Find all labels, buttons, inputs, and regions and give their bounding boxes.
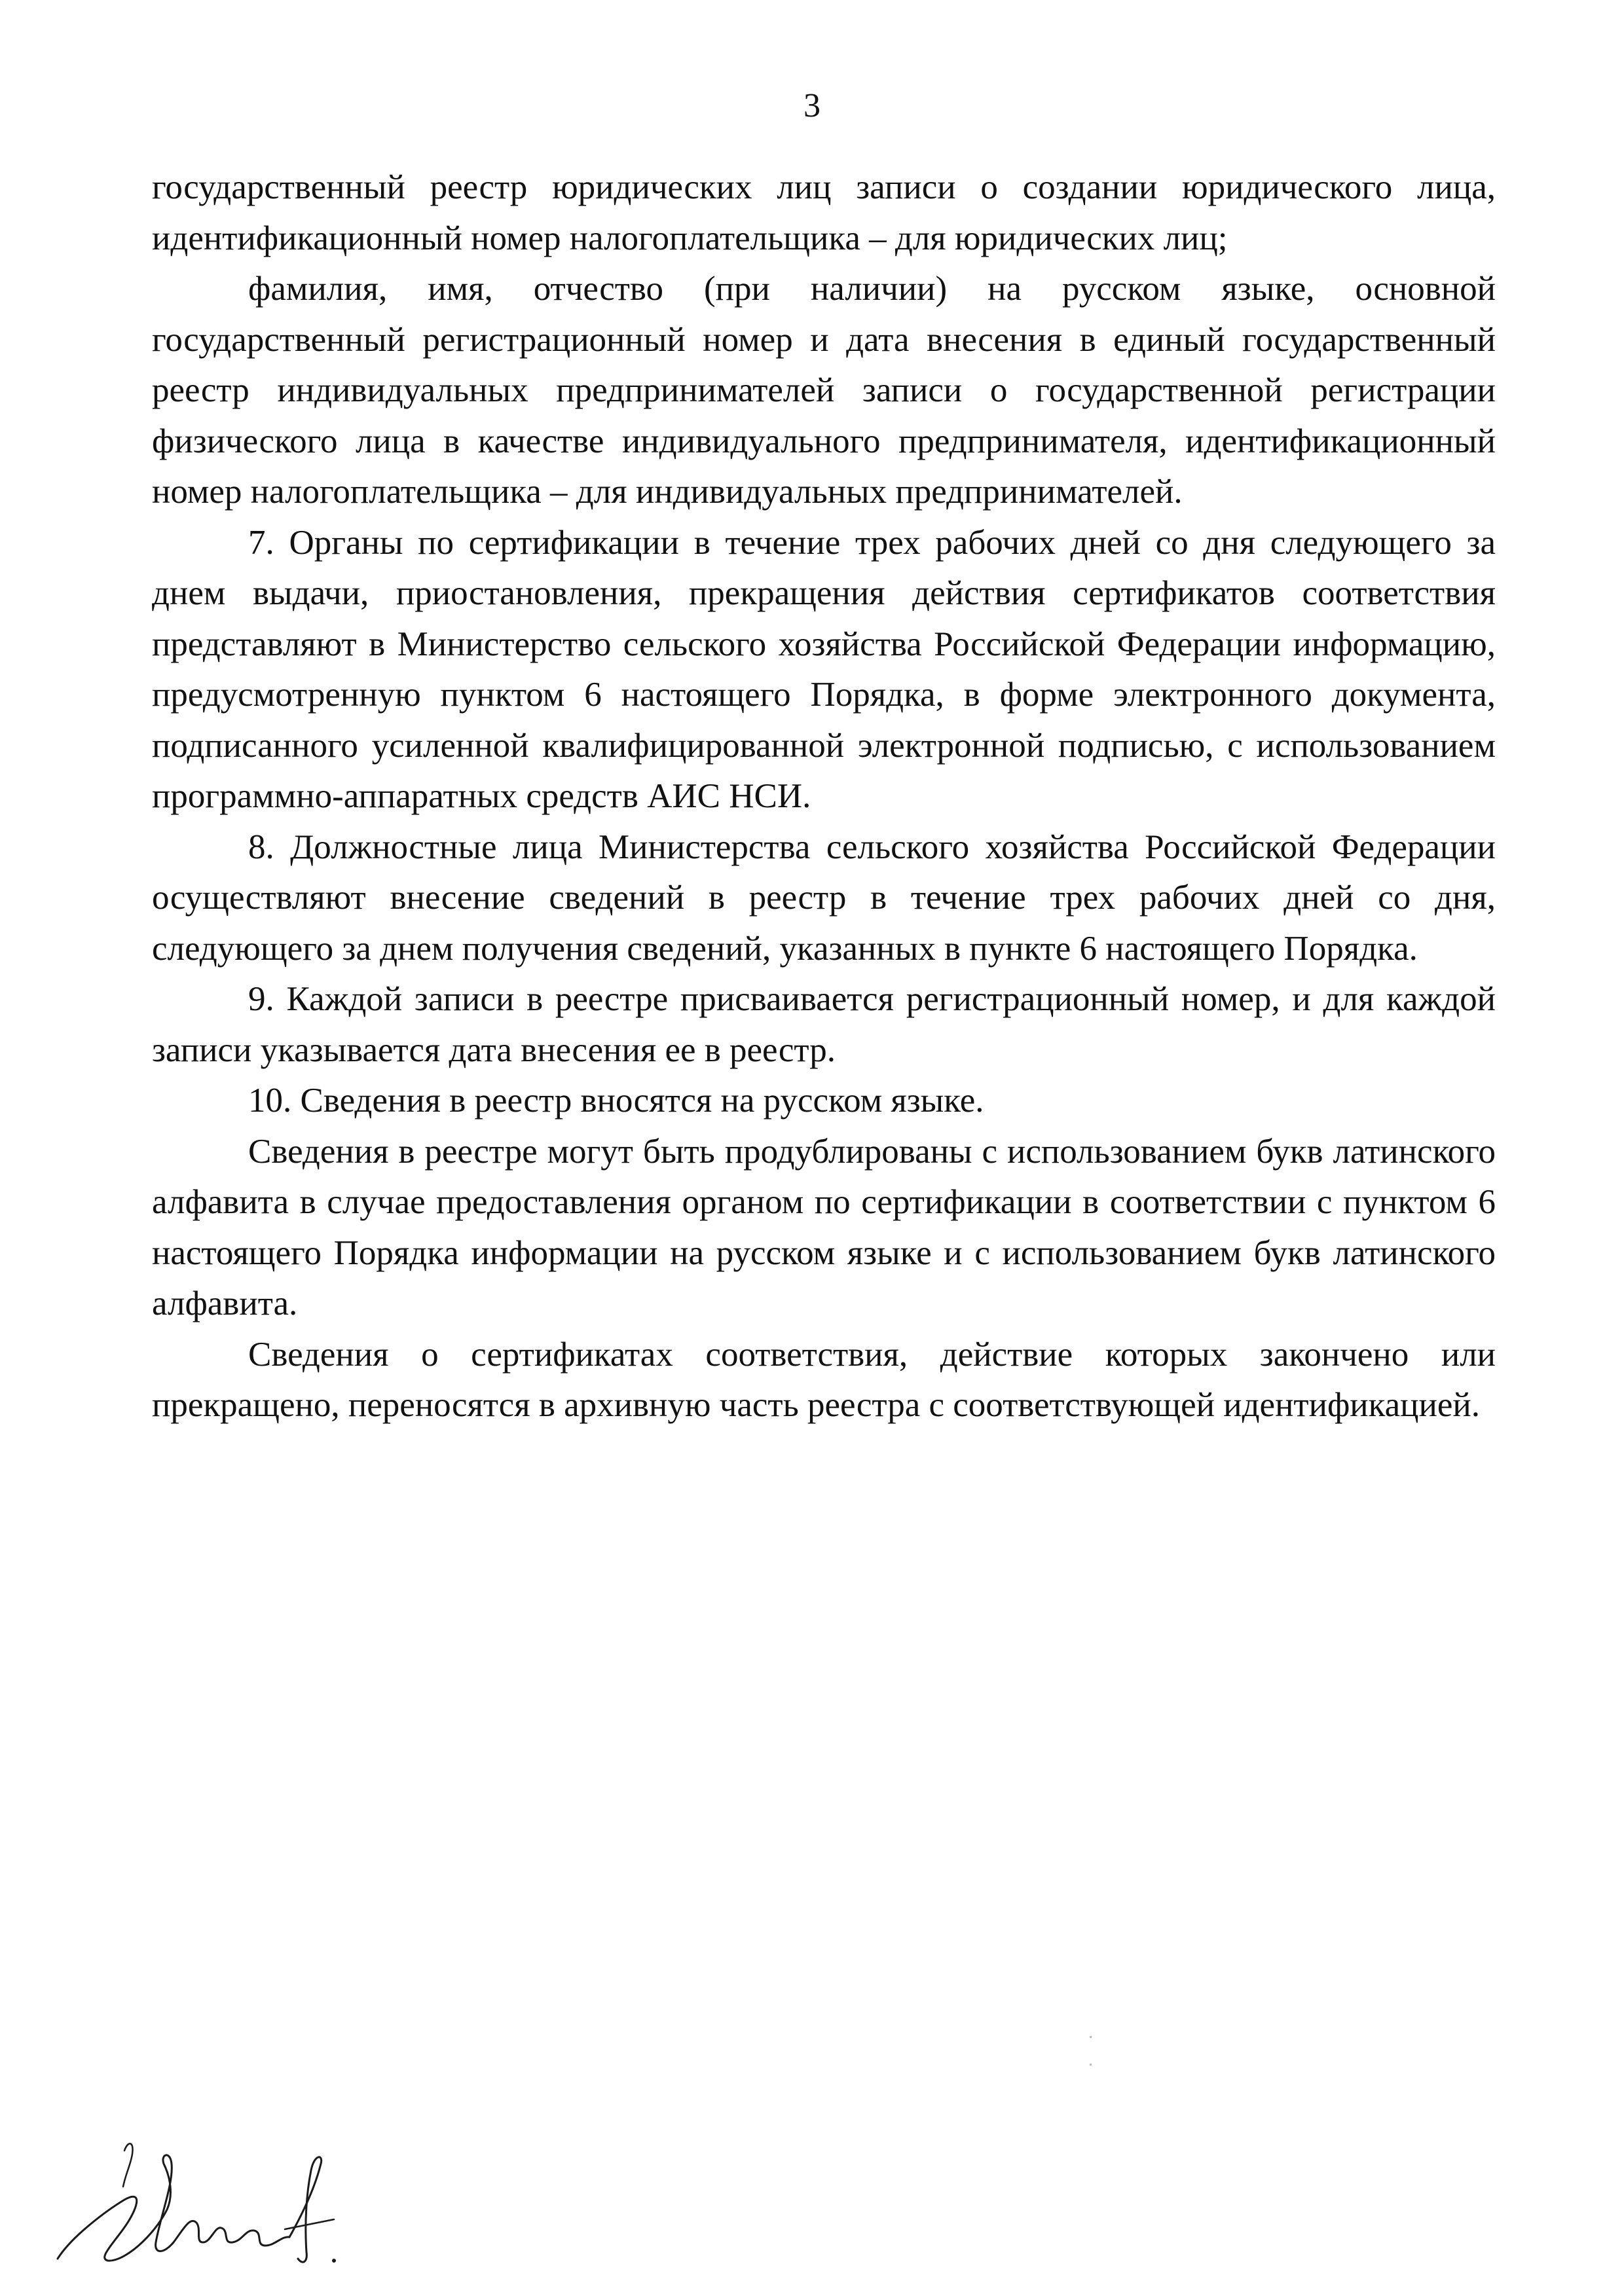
paragraph-item-7: 7. Органы по сертификации в течение трех рабочих дней со дня следующего за днем выдачи, приостановления, прекращения действия сертификатов соответствия представляют в Министерство сельского хозяйства Российской Федерации информацию, предусмотренную пунктом 6 настоящего Порядка, в форме электронного документа, подписанного усиленной квалифицированной электронной подписью, с использованием программно-аппаратных средств АИС НСИ.	[152, 523, 1496, 815]
paragraph-latin-duplication: Сведения в реестре могут быть продублированы с использованием букв латинского алфавита в случае предоставления органом по сертификации в соответствии с пунктом 6 настоящего Порядка информации на русском языке и с использованием букв латинского алфавита.	[152, 1132, 1496, 1322]
document-body	[152, 162, 1496, 1431]
handwritten-signature	[46, 2138, 347, 2269]
paragraph-item-8: 8. Должностные лица Министерства сельского хозяйства Российской Федерации осуществляют внесение сведений в реестр в течение трех рабочих дней со дня, следующего за днем получения сведений, указанных в пункте 6 настоящего Порядка.	[152, 828, 1496, 968]
scan-speck	[1090, 2036, 1092, 2038]
paragraph-archive: Сведения о сертификатах соответствия, действие которых закончено или прекращено, переносятся в архивную часть реестра с соответствующей идентификацией.	[152, 1335, 1496, 1424]
paragraph-item-10: 10. Сведения в реестр вносятся на русском языке.	[248, 1082, 984, 1120]
paragraph-individual-entrepreneurs: фамилия, имя, отчество (при наличии) на русском языке, основной государственный регистрационный номер и дата внесения в единый государственный реестр индивидуальных предпринимателей записи о государственной регистрации физического лица в качестве индивидуального предпринимателя, идентификационный номер налогоплательщика – для индивидуальных предпринимателей.	[152, 270, 1496, 511]
page-number: 3	[803, 87, 821, 124]
paragraph-item-9: 9. Каждой записи в реестре присваивается регистрационный номер, и для каждой записи указывается дата внесения ее в реестр.	[152, 980, 1496, 1069]
scan-speck	[1090, 2064, 1092, 2066]
signature-icon	[46, 2138, 347, 2269]
paragraph-legal-entities-continuation: государственный реестр юридических лиц записи о создании юридического лица, идентификационный номер налогоплательщика – для юридических лиц;	[152, 168, 1496, 257]
